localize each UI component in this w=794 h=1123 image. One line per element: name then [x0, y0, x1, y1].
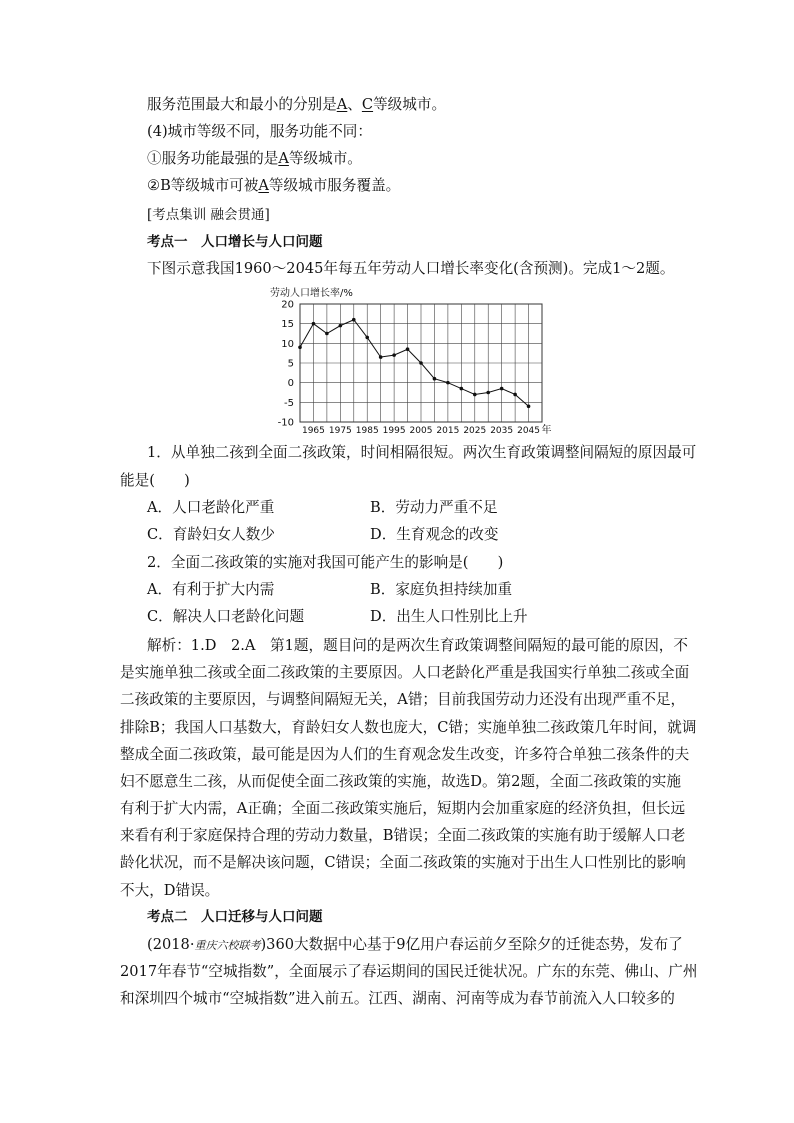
passage-2-line-3: 和深圳四个城市“空城指数”进入前五。江西、湖南、河南等成为春节前流入人口较多的 — [120, 990, 675, 1007]
x-tick-label: 1975 — [328, 426, 352, 436]
top-line-4: ②B等级城市可被A等级城市服务覆盖。 — [147, 177, 401, 194]
analysis-line: 不大，D错误。 — [120, 882, 220, 899]
q1-option-d[interactable]: D．生育观念的改变 — [370, 526, 499, 543]
passage-2-line-1: (2018·重庆六校联考)360大数据中心基于9亿用户春运前夕至除夕的迁徙态势，发布了 — [147, 936, 683, 953]
q2-stem: 2．全面二孩政策的实施对我国可能产生的影响是( ) — [147, 554, 504, 571]
x-tick-label: 2035 — [490, 426, 514, 436]
answer-c: C — [361, 96, 374, 113]
y-tick-label: -5 — [284, 397, 294, 409]
data-point — [365, 336, 369, 340]
x-tick-label: 2005 — [409, 426, 433, 436]
analysis-line: 有利于扩大内需，A正确；全面二孩政策实施后，短期内会加重家庭的经济负担，但长远 — [120, 800, 686, 817]
q1-stem: 1．从单独二孩到全面二孩政策，时间相隔很短。两次生育政策调整间隔短的原因最可 — [147, 444, 697, 461]
data-point — [473, 393, 477, 397]
data-point — [325, 332, 329, 336]
q2-option-b[interactable]: B．家庭负担持续加重 — [370, 581, 513, 598]
answer-a: A — [258, 177, 269, 194]
kaodian-1-heading: 考点一 人口增长与人口问题 — [147, 234, 323, 250]
q2-option-c[interactable]: C．解决人口老龄化问题 — [147, 608, 305, 625]
data-point — [446, 381, 450, 385]
x-tick-label: 1965 — [301, 426, 325, 436]
data-point — [379, 355, 383, 359]
x-tick-label: 2025 — [463, 426, 487, 436]
top-line-3: ①服务功能最强的是A等级城市。 — [147, 150, 362, 167]
x-tick-label: 2015 — [436, 426, 460, 436]
data-point — [513, 393, 517, 397]
data-point — [298, 345, 302, 349]
data-point — [500, 387, 504, 391]
top-line-1: 服务范围最大和最小的分别是A、C等级城市。 — [147, 96, 447, 113]
analysis-line: 妇不愿意生二孩，从而促使全面二孩政策的实施，故选D。第2题，全面二孩政策的实施 — [120, 773, 681, 790]
analysis-line: 龄化状况，而不是解决该问题，C错误；全面二孩政策的实施对于出生人口性别比的影响 — [120, 854, 686, 871]
answer-a: A — [336, 96, 348, 113]
data-point — [312, 322, 316, 326]
chart-y-label: 劳动人口增长率/% — [270, 288, 353, 299]
analysis-line: 解析：1.D 2.A 第1题，题目问的是两次生育政策调整间隔短的最可能的原因，不 — [147, 637, 688, 654]
analysis-line: 是实施单独二孩或全面二孩政策的主要原因。人口老龄化严重是我国实行单独二孩或全面 — [120, 664, 690, 681]
source-tag: 重庆六校联考 — [194, 939, 261, 952]
data-point — [406, 347, 410, 351]
data-point — [433, 377, 437, 381]
data-point — [419, 361, 423, 365]
passage-2-line-2: 2017年春节“空城指数”，全面展示了春运期间的国民迁徙状况。广东的东莞、佛山、广州 — [120, 963, 698, 980]
y-tick-label: 15 — [281, 319, 294, 331]
chart-intro: 下图示意我国1960～2045年每五年劳动人口增长率变化(含预测)。完成1～2题。 — [147, 260, 675, 277]
y-tick-label: 20 — [281, 299, 294, 311]
q1-option-b[interactable]: B．劳动力严重不足 — [370, 499, 498, 516]
data-point — [352, 318, 356, 322]
q1-stem-cont: 能是( ) — [120, 472, 190, 489]
data-point — [392, 353, 396, 357]
kaodian-2-heading: 考点二 人口迁移与人口问题 — [147, 909, 323, 925]
x-tick-label: 2045 — [517, 426, 541, 436]
y-tick-label: 5 — [287, 358, 294, 370]
analysis-line: 来看有利于家庭保持合理的劳动力数量，B错误；全面二孩政策的实施有助于缓解人口老 — [120, 827, 686, 844]
section-header: [考点集训 融会贯通] — [147, 207, 270, 223]
q1-option-c[interactable]: C．育龄妇女人数少 — [147, 526, 275, 543]
data-point — [486, 391, 490, 395]
analysis-line: 二孩政策的主要原因，与调整间隔短无关，A错；目前我国劳动力还没有出现严重不足， — [120, 691, 686, 708]
q2-option-d[interactable]: D．出生人口性别比上升 — [370, 608, 528, 625]
x-tick-label: 1995 — [382, 426, 406, 436]
top-line-2: (4)城市等级不同，服务功能不同： — [147, 123, 372, 140]
y-tick-label: -10 — [277, 417, 294, 429]
data-point — [527, 404, 531, 408]
y-tick-label: 0 — [287, 378, 294, 390]
q1-option-a[interactable]: A．人口老龄化严重 — [147, 499, 275, 516]
x-tick-label: 1985 — [355, 426, 379, 436]
analysis-line: 整成全面二孩政策，最可能是因为人们的生育观念发生改变，许多符合单独二孩条件的夫 — [120, 746, 690, 763]
analysis-line: 排除B；我国人口基数大，育龄妇女人数也庞大，C错；实施单独二孩政策几年时间，就调 — [120, 719, 697, 736]
data-point — [339, 324, 343, 328]
x-axis-unit: 年 — [541, 425, 552, 436]
answer-a: A — [278, 150, 289, 167]
q2-option-a[interactable]: A．有利于扩大内需 — [147, 581, 275, 598]
labor-growth-chart — [262, 282, 562, 442]
y-tick-label: 10 — [281, 338, 294, 350]
data-point — [460, 387, 464, 391]
